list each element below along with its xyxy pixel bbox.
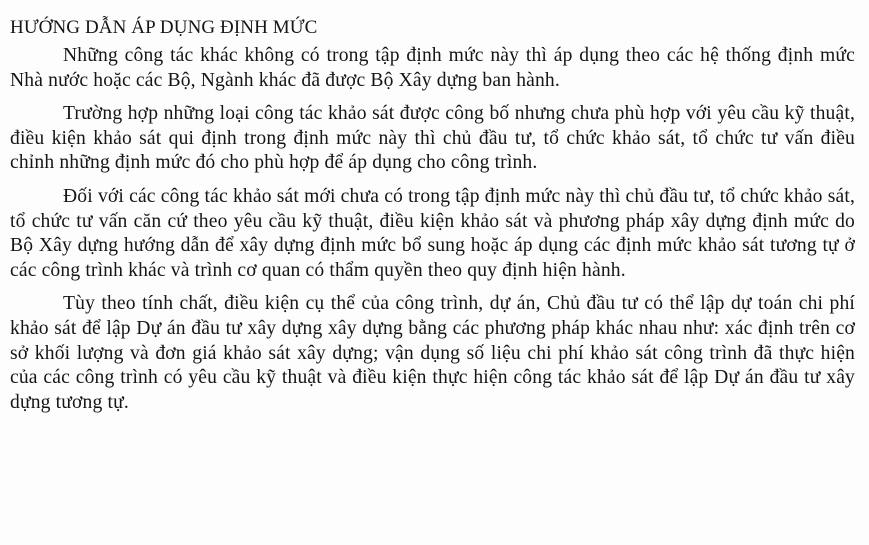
paragraph-1: Những công tác khác không có trong tập định mức này thì áp dụng theo các hệ thống định mức Nhà nước hoặc các Bộ, Ngành khác đã được Bộ Xây dựng ban hành. xyxy=(10,45,855,91)
paragraph-3: Đối với các công tác khảo sát mới chưa có trong tập định mức này thì chủ đầu tư, tổ chức khảo sát, tổ chức tư vấn căn cứ theo yêu cầu kỹ thuật, điều kiện khảo sát và phương pháp xây dựng định mức do Bộ Xây dựng hướng dẫn để xây dựng định mức bổ sung hoặc áp dụng các định mức khảo sát tương tự ở các công trình khác và trình cơ quan có thẩm quyền theo quy định hiện hành. xyxy=(10,185,855,281)
section-heading: HƯỚNG DẪN ÁP DỤNG ĐỊNH MỨC xyxy=(10,17,318,38)
paragraph-2: Trường hợp những loại công tác khảo sát được công bố nhưng chưa phù hợp với yêu cầu kỹ thuật, điều kiện khảo sát qui định trong định mức này thì chủ đầu tư, tổ chức khảo sát, tổ chức tư vấn điều chỉnh những định mức đó cho phù hợp để áp dụng cho công trình. xyxy=(10,103,855,174)
paragraph-4: Tùy theo tính chất, điều kiện cụ thể của công trình, dự án, Chủ đầu tư có thể lập dự toán chi phí khảo sát để lập Dự án đầu tư xây dựng xây dựng bằng các phương pháp khác nhau như: xác định trên cơ sở khối lượng và đơn giá khảo sát xây dựng; vận dụng số liệu chi phí khảo sát công trình đã thực hiện của các công trình có yêu cầu kỹ thuật và điều kiện thực hiện công tác khảo sát để lập Dự án đầu tư xây dựng tương tự. xyxy=(10,293,855,413)
